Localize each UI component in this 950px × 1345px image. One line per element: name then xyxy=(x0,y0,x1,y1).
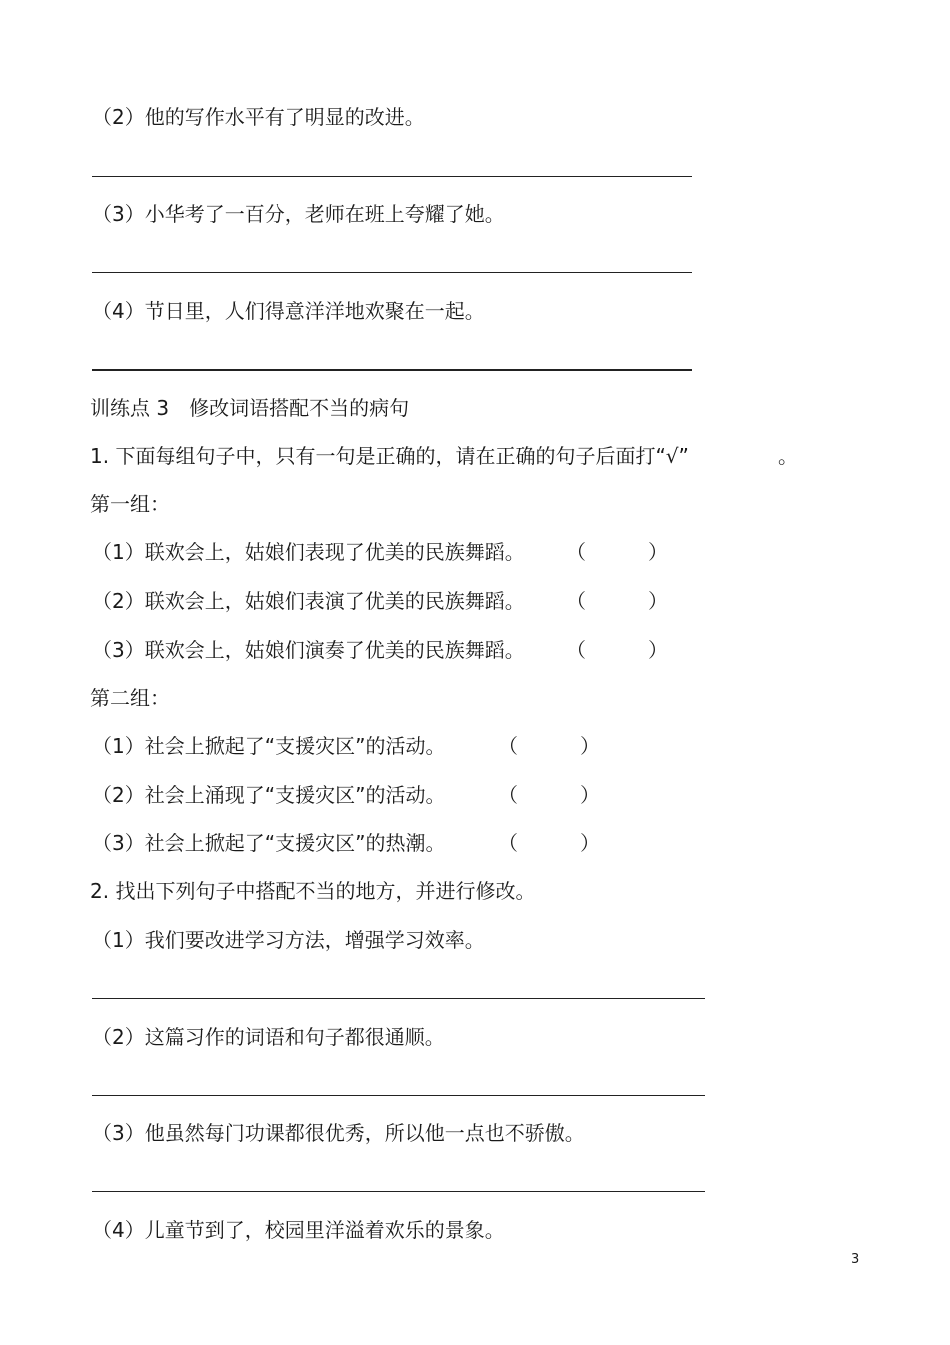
answer-blank-open[interactable]: （ xyxy=(498,783,518,807)
group-2-label: 第二组： xyxy=(90,686,170,710)
answer-line[interactable] xyxy=(92,272,692,273)
sentence-item: （1）我们要改进学习方法，增强学习效率。 xyxy=(92,928,485,952)
answer-line[interactable] xyxy=(92,1095,705,1096)
answer-blank-open[interactable]: （ xyxy=(498,734,518,758)
answer-line[interactable] xyxy=(92,998,705,999)
sentence-item: （3）小华考了一百分，老师在班上夸耀了她。 xyxy=(92,202,505,226)
answer-line[interactable] xyxy=(92,369,692,371)
answer-blank-close[interactable]: ） xyxy=(648,638,668,662)
sentence-item: （2）这篇习作的词语和句子都很通顺。 xyxy=(92,1025,445,1049)
answer-blank-close[interactable]: ） xyxy=(580,831,600,855)
answer-blank-open[interactable]: （ xyxy=(566,589,586,613)
question-2-prompt: 2. 找出下列句子中搭配不当的地方，并进行修改。 xyxy=(90,879,536,903)
answer-blank-close[interactable]: ） xyxy=(580,783,600,807)
question-1-prompt-end: 。 xyxy=(778,444,798,468)
sentence-item: （3）他虽然每门功课都很优秀，所以他一点也不骄傲。 xyxy=(92,1121,585,1145)
sentence-item: （4）儿童节到了，校园里洋溢着欢乐的景象。 xyxy=(92,1218,505,1242)
sentence-item: （4）节日里，人们得意洋洋地欢聚在一起。 xyxy=(92,299,485,323)
answer-blank-close[interactable]: ） xyxy=(580,734,600,758)
sentence-item: （2）他的写作水平有了明显的改进。 xyxy=(92,105,425,129)
choice-item: （2）联欢会上，姑娘们表演了优美的民族舞蹈。 xyxy=(92,589,525,613)
answer-blank-close[interactable]: ） xyxy=(648,540,668,564)
choice-item: （3）联欢会上，姑娘们演奏了优美的民族舞蹈。 xyxy=(92,638,525,662)
answer-line[interactable] xyxy=(92,176,692,177)
answer-blank-open[interactable]: （ xyxy=(566,540,586,564)
page-number: 3 xyxy=(851,1252,860,1267)
choice-item: （3）社会上掀起了“支援灾区”的热潮。 xyxy=(92,831,446,855)
answer-blank-open[interactable]: （ xyxy=(566,638,586,662)
question-1-prompt: 1. 下面每组句子中，只有一句是正确的，请在正确的句子后面打“√” xyxy=(90,444,689,468)
answer-line[interactable] xyxy=(92,1191,705,1192)
choice-item: （1）社会上掀起了“支援灾区”的活动。 xyxy=(92,734,446,758)
answer-blank-open[interactable]: （ xyxy=(498,831,518,855)
section-heading: 训练点 3 修改词语搭配不当的病句 xyxy=(90,396,410,420)
group-1-label: 第一组： xyxy=(90,492,170,516)
choice-item: （2）社会上涌现了“支援灾区”的活动。 xyxy=(92,783,446,807)
answer-blank-close[interactable]: ） xyxy=(648,589,668,613)
choice-item: （1）联欢会上，姑娘们表现了优美的民族舞蹈。 xyxy=(92,540,525,564)
